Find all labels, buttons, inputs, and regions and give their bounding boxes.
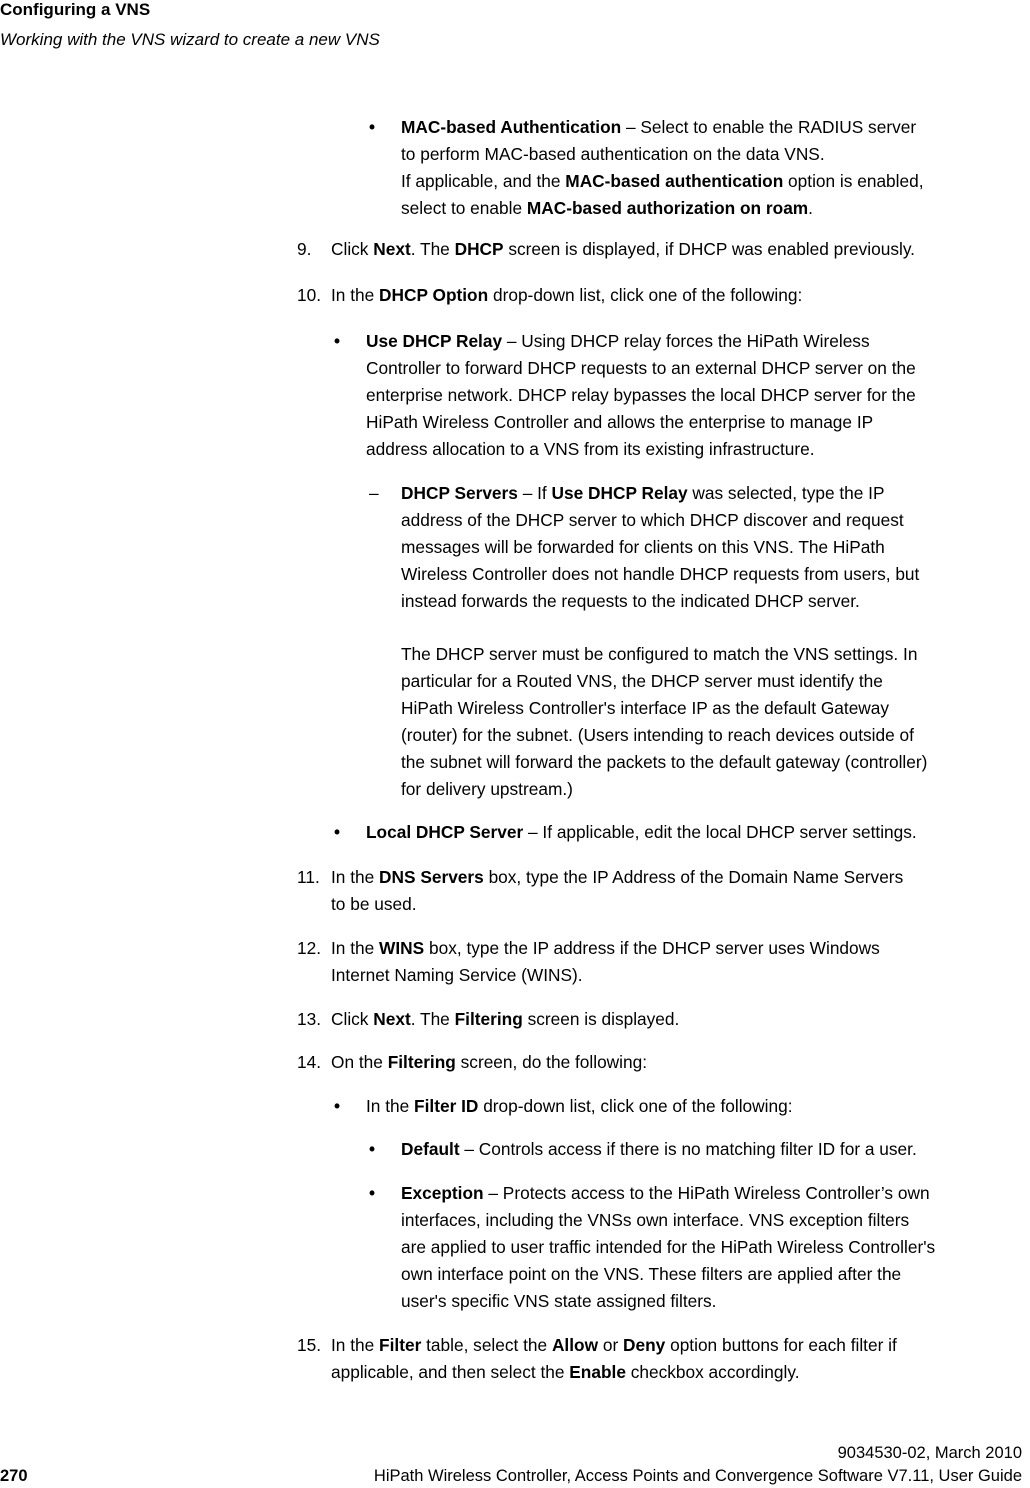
step-9-number: 9.: [297, 239, 312, 259]
text: screen is displayed, if DHCP was enabled previously.: [503, 239, 915, 259]
local-dhcp-line: [366, 821, 917, 844]
step-14-text: [331, 1051, 647, 1074]
mac-auth-line-4: [401, 197, 813, 220]
bullet-icon: •: [369, 117, 376, 137]
step-11-line-1: [331, 866, 903, 889]
mac-auth-text: – Select to enable the RADIUS server: [621, 117, 917, 137]
servers-note-line-3: HiPath Wireless Controller's interface IP as the default Gateway: [401, 698, 890, 718]
step-9-text: [331, 238, 915, 261]
exception-term: Exception: [401, 1183, 484, 1203]
relay-line-4: HiPath Wireless Controller and allows the enterprise to manage IP: [366, 412, 874, 432]
deny-term: Deny: [623, 1335, 666, 1355]
text: – Using DHCP relay forces the HiPath Wireless: [502, 331, 870, 351]
footer-doc-id: 9034530-02, March 2010: [837, 1444, 1022, 1462]
text: In the: [366, 1096, 415, 1116]
text: If applicable, and the: [401, 171, 566, 191]
filtering-term: Filtering: [454, 1009, 523, 1029]
enable-term: Enable: [569, 1362, 626, 1382]
step-11-line-2: to be used.: [331, 894, 417, 914]
servers-line-5: instead forwards the requests to the indicated DHCP server.: [401, 591, 860, 611]
filter-term: Filter: [379, 1335, 422, 1355]
exception-line-5: user's specific VNS state assigned filters.: [401, 1291, 717, 1311]
use-dhcp-relay-term: Use DHCP Relay: [366, 331, 503, 351]
step-13-text: [331, 1008, 679, 1031]
text: was selected, type the IP: [687, 483, 885, 503]
text: option buttons for each filter if: [665, 1335, 897, 1355]
mac-auth-term: MAC-based Authentication: [401, 117, 622, 137]
text: – If applicable, edit the local DHCP server settings.: [523, 822, 917, 842]
text: applicable, and then select the: [331, 1362, 570, 1382]
step-10-number: 10.: [297, 285, 322, 305]
step-10-text: [331, 284, 802, 307]
step-15-line-2: [331, 1361, 800, 1384]
relay-line-2: Controller to forward DHCP requests to an external DHCP server on the: [366, 358, 916, 378]
text: Click: [331, 1009, 374, 1029]
wins-term: WINS: [379, 938, 425, 958]
text: table, select the: [421, 1335, 552, 1355]
dns-servers-term: DNS Servers: [379, 867, 484, 887]
text: option is enabled,: [783, 171, 924, 191]
servers-note-line-5: the subnet will forward the packets to the default gateway (controller): [401, 752, 928, 772]
default-term: Default: [401, 1139, 460, 1159]
step-11-number: 11.: [297, 867, 320, 887]
text: . The: [410, 1009, 455, 1029]
exception-line-2: interfaces, including the VNSs own interface. VNS exception filters: [401, 1210, 910, 1230]
text: . The: [410, 239, 455, 259]
text: In the: [331, 938, 380, 958]
step-12-line-1: [331, 937, 880, 960]
step-15-line-1: [331, 1334, 897, 1357]
dhcp-option-term: DHCP Option: [379, 285, 489, 305]
servers-note-line-1: The DHCP server must be configured to match the VNS settings. In: [401, 644, 918, 664]
text: In the: [331, 285, 380, 305]
servers-note-line-4: (router) for the subnet. (Users intending to reach devices outside of: [401, 725, 914, 745]
allow-term: Allow: [551, 1335, 599, 1355]
text: drop-down list, click one of the following:: [488, 285, 803, 305]
next-term: Next: [373, 1009, 411, 1029]
mac-auth-line-2: to perform MAC-based authentication on the data VNS.: [401, 144, 825, 164]
mac-auth-line-3: [401, 170, 924, 193]
step-12-line-2: Internet Naming Service (WINS).: [331, 965, 583, 985]
exception-line-1: [401, 1182, 930, 1205]
text: box, type the IP Address of the Domain Name Servers: [483, 867, 904, 887]
mac-authorization-roam-term: MAC-based authorization on roam: [526, 198, 809, 218]
text: Click: [331, 239, 374, 259]
bullet-icon: •: [334, 822, 341, 842]
mac-authentication-term: MAC-based authentication: [565, 171, 784, 191]
dhcp-term: DHCP: [454, 239, 504, 259]
chapter-title: Configuring a VNS: [0, 0, 151, 19]
text: screen is displayed.: [522, 1009, 680, 1029]
relay-line-1: [366, 330, 870, 353]
step-12-number: 12.: [297, 938, 322, 958]
page-number: 270: [0, 1467, 28, 1485]
text: select to enable: [401, 198, 527, 218]
servers-note-line-2: particular for a Routed VNS, the DHCP server must identify the: [401, 671, 883, 691]
text: .: [808, 198, 813, 218]
dhcp-servers-term: DHCP Servers: [401, 483, 518, 503]
text: screen, do the following:: [455, 1052, 648, 1072]
dash-icon: –: [369, 483, 379, 503]
text: – If: [517, 483, 552, 503]
use-dhcp-relay-term: Use DHCP Relay: [551, 483, 688, 503]
text: In the: [331, 867, 380, 887]
bullet-icon: •: [334, 331, 341, 351]
servers-line-2: address of the DHCP server to which DHCP discover and request: [401, 510, 904, 530]
footer-title: HiPath Wireless Controller, Access Points and Convergence Software V7.11, User Guide: [373, 1467, 1022, 1485]
text: drop-down list, click one of the following:: [478, 1096, 793, 1116]
text: – Controls access if there is no matching filter ID for a user.: [459, 1139, 917, 1159]
text: or: [598, 1335, 624, 1355]
servers-line-4: Wireless Controller does not handle DHCP requests from users, but: [401, 564, 920, 584]
text: – Protects access to the HiPath Wireless Controller’s own: [483, 1183, 930, 1203]
bullet-icon: •: [369, 1139, 376, 1159]
bullet-icon: •: [334, 1096, 341, 1116]
text: box, type the IP address if the DHCP server uses Windows: [424, 938, 880, 958]
servers-line-1: [401, 482, 885, 505]
local-dhcp-server-term: Local DHCP Server: [366, 822, 524, 842]
relay-line-3: enterprise network. DHCP relay bypasses the local DHCP server for the: [366, 385, 916, 405]
step-15-number: 15.: [297, 1335, 322, 1355]
bullet-icon: •: [369, 1183, 376, 1203]
servers-line-3: messages will be forwarded for clients on this VNS. The HiPath: [401, 537, 885, 557]
text: In the: [331, 1335, 380, 1355]
relay-line-5: address allocation to a VNS from its existing infrastructure.: [366, 439, 815, 459]
text: checkbox accordingly.: [625, 1362, 800, 1382]
next-term: Next: [373, 239, 411, 259]
step-13-number: 13.: [297, 1009, 322, 1029]
text: On the: [331, 1052, 388, 1072]
exception-line-3: are applied to user traffic intended for the HiPath Wireless Controller's: [401, 1237, 936, 1257]
section-subtitle: Working with the VNS wizard to create a new VNS: [0, 30, 380, 49]
step-14-number: 14.: [297, 1052, 322, 1072]
filter-id-text: [366, 1095, 793, 1118]
filtering-term: Filtering: [387, 1052, 456, 1072]
filter-id-term: Filter ID: [414, 1096, 479, 1116]
default-text: [401, 1138, 917, 1161]
exception-line-4: own interface point on the VNS. These filters are applied after the: [401, 1264, 902, 1284]
mac-auth-line-1: [401, 116, 916, 139]
servers-note-line-6: for delivery upstream.): [401, 779, 573, 799]
